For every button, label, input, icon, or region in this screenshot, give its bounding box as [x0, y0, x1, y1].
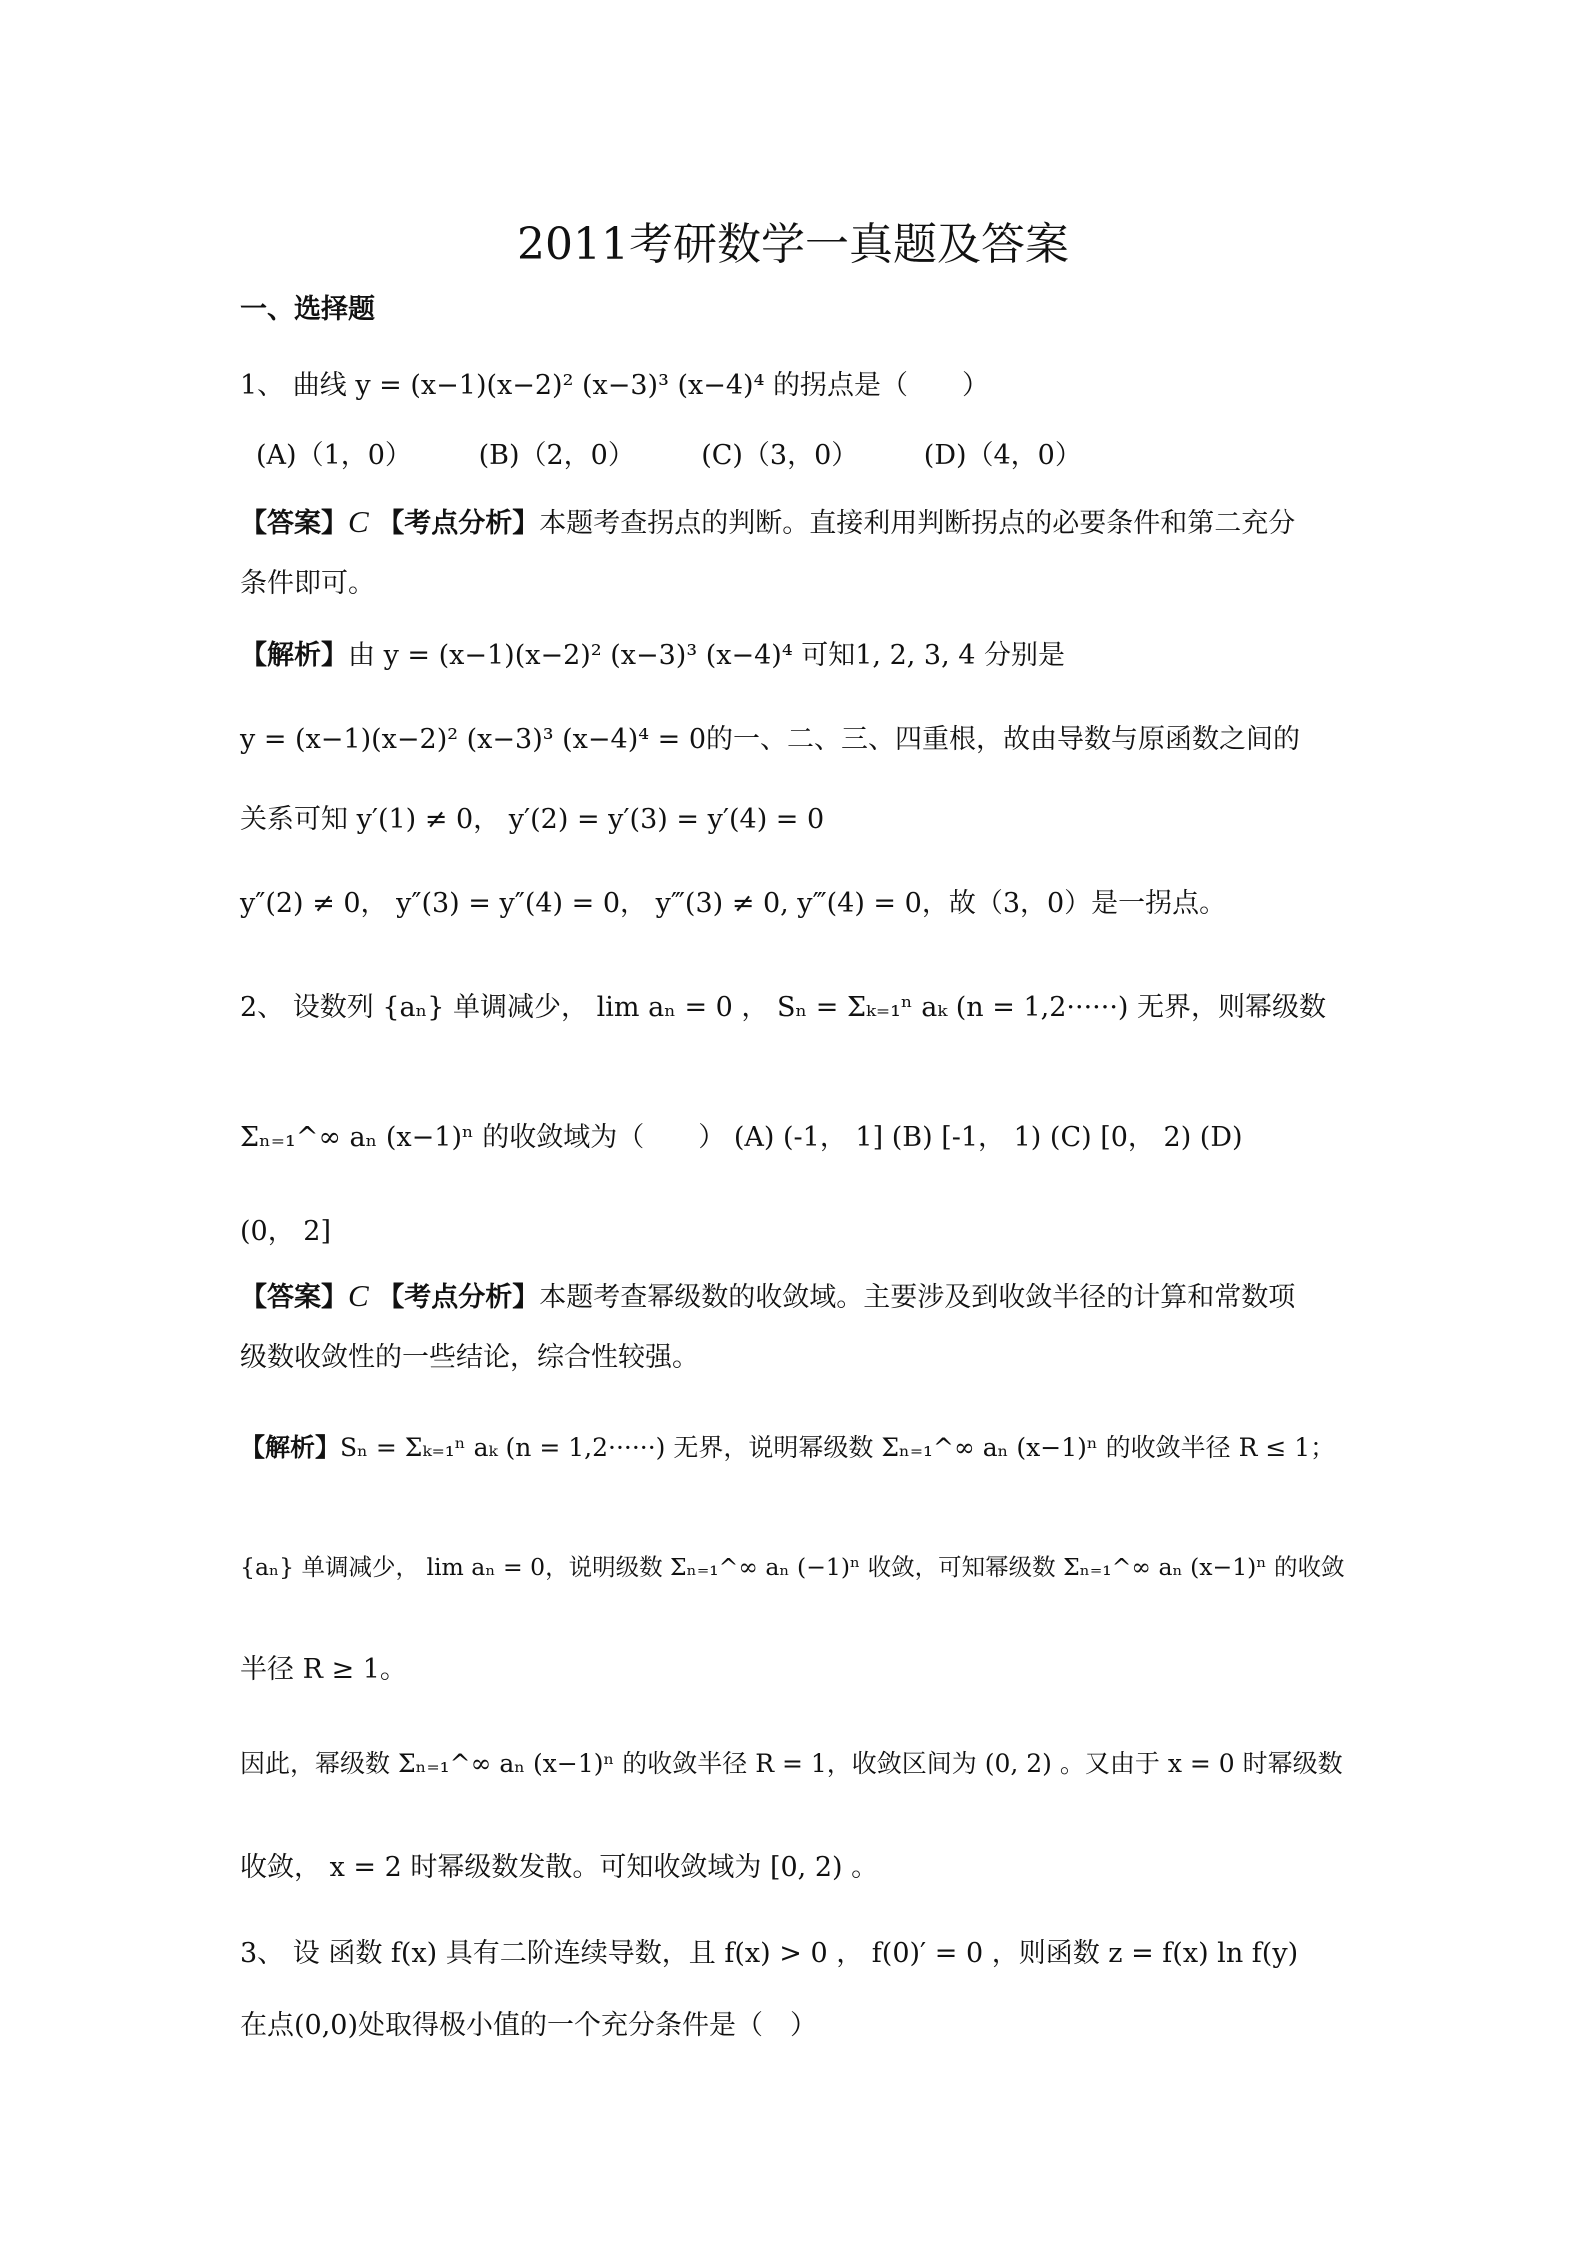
q1-option-c: (C)（3，0） [701, 440, 859, 471]
q1-solution-line-1 [240, 638, 1354, 673]
q2-stem-1: 2、 设数列 {aₙ} 单调减少， lim aₙ = 0 ， Sₙ = Σₖ₌₁ⁿ aₖ (n = 1,2······) 无界，则幂级数 [240, 992, 1327, 1023]
q1-option-b: (B)（2，0） [478, 440, 635, 471]
q1-analysis-label: 【考点分析】 [377, 508, 540, 539]
q1-solution-label: 【解析】 [240, 640, 348, 671]
q2-solution-label: 【解析】 [240, 1433, 341, 1462]
q1-solution-line-4: y″(2) ≠ 0， y″(3) = y″(4) = 0， y‴(3) ≠ 0, y‴(4) = 0，故（3，0）是一拐点。 [240, 888, 1227, 919]
q1-analysis-text: 本题考查拐点的判断。直接利用判断拐点的必要条件和第二充分 [539, 508, 1296, 539]
q2-answer-label: 【答案】 [240, 1282, 348, 1313]
q1-answer-label: 【答案】 [240, 508, 348, 539]
q2-answer-value: C [348, 1278, 369, 1313]
q2-solution-line-2: {aₙ} 单调减少， lim aₙ = 0，说明级数 Σₙ₌₁^∞ aₙ (−1)ⁿ 收敛，可知幂级数 Σₙ₌₁^∞ aₙ (x−1)ⁿ 的收敛 [240, 1553, 1345, 1581]
q2-solution-line-5: 收敛， x = 2 时幂级数发散。可知收敛域为 [0, 2) 。 [240, 1852, 879, 1883]
section-heading: 一、选择题 [240, 294, 375, 325]
q2-solution-text-1: Sₙ = Σₖ₌₁ⁿ aₖ (n = 1,2······) 无界，说明幂级数 Σₙ₌₁^∞ aₙ (x−1)ⁿ 的收敛半径 R ≤ 1； [340, 1433, 1336, 1462]
q1-analysis-cont: 条件即可。 [240, 568, 375, 599]
q2-solution-line-3: 半径 R ≥ 1。 [240, 1654, 407, 1685]
q2-stem-2: Σₙ₌₁^∞ aₙ (x−1)ⁿ 的收敛域为（ ） (A) (-1， 1] (B) [-1， 1) (C) [0， 2) (D) [240, 1122, 1243, 1153]
q1-stem: 1、 曲线 y = (x−1)(x−2)² (x−3)³ (x−4)⁴ 的拐点是（ ） [240, 370, 989, 401]
q2-analysis-text: 本题考查幂级数的收敛域。主要涉及到收敛半径的计算和常数项 [539, 1282, 1296, 1313]
q1-solution-text-1: 由 y = (x−1)(x−2)² (x−3)³ (x−4)⁴ 可知1, 2, 3, 4 分别是 [348, 640, 1066, 671]
q2-solution-line-4: 因此，幂级数 Σₙ₌₁^∞ aₙ (x−1)ⁿ 的收敛半径 R = 1，收敛区间为 (0, 2) 。又由于 x = 0 时幂级数 [240, 1749, 1343, 1778]
q2-analysis-label: 【考点分析】 [377, 1282, 540, 1313]
q1-answer-line [240, 502, 1354, 542]
q2-answer-line [240, 1276, 1354, 1316]
q1-solution-line-2: y = (x−1)(x−2)² (x−3)³ (x−4)⁴ = 0的一、二、三、四重根，故由导数与原函数之间的 [240, 724, 1301, 755]
q3-stem-1: 3、 设 函数 f(x) 具有二阶连续导数，且 f(x) > 0 ， f(0)′ = 0 ，则函数 z = f(x) ln f(y) [240, 1938, 1299, 1969]
q1-option-d: (D)（4，0） [923, 440, 1082, 471]
q2-analysis-cont: 级数收敛性的一些结论，综合性较强。 [240, 1342, 699, 1373]
q1-solution-line-3: 关系可知 y′(1) ≠ 0， y′(2) = y′(3) = y′(4) = 0 [240, 804, 825, 835]
q2-solution-line-1 [240, 1432, 1354, 1465]
page-title: 2011考研数学一真题及答案 [517, 219, 1069, 270]
q2-stem-3: (0， 2] [240, 1216, 332, 1247]
q1-option-a: (A)（1，0） [256, 440, 412, 471]
q3-stem-2: 在点(0,0)处取得极小值的一个充分条件是（ ） [240, 2010, 818, 2041]
q1-options [256, 438, 1354, 473]
q1-answer-value: C [348, 504, 369, 539]
